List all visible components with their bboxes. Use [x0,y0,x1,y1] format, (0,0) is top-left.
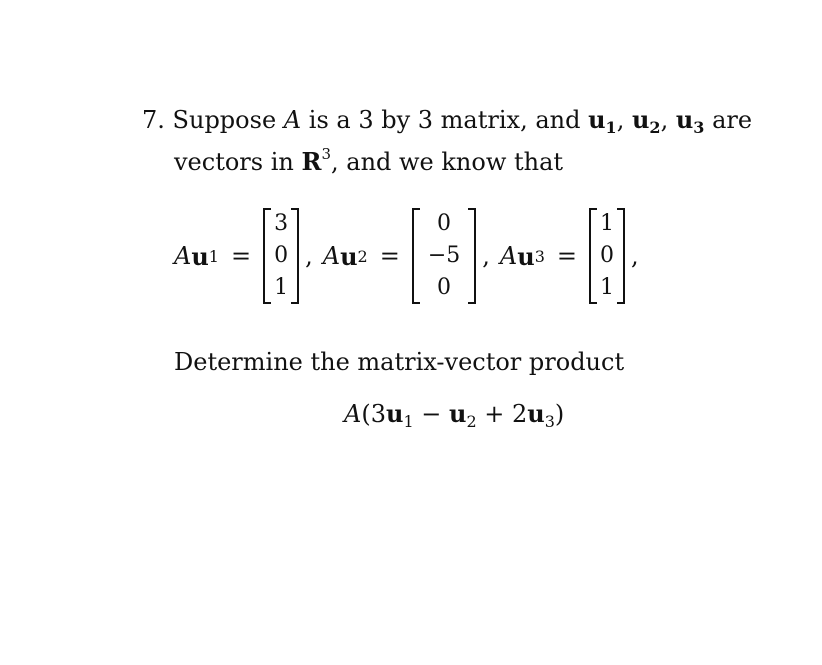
equals-sign: = [556,242,577,270]
target-expression: $A(3u_1 - u_2 + 2u_3)$ [344,399,565,431]
equals-sign: = [379,242,400,270]
word-suppose: Suppose [172,106,277,134]
vector-u3: $u_3$ [675,105,705,137]
vector-u1: $u_1$ [588,105,617,137]
left-bracket [263,208,271,304]
vector-entry: 0 [600,243,614,268]
separator-comma: , [482,242,490,270]
separator-comma: , [305,242,313,270]
right-bracket [291,208,299,304]
vector-entry: 1 [600,211,614,236]
column-vector-2 [412,208,476,304]
vector-entry: 0 [437,275,452,300]
separator-comma: , [631,242,639,270]
word-are: are [712,106,753,134]
vector-entry: 0 [274,243,289,268]
statement-line-1: 7. Suppose A is a 3 by 3 matrix, and $u_1$, $u_2$, $u_3$ are [142,105,753,137]
vector-entry: 1 [274,275,289,300]
right-bracket [468,208,476,304]
column-vector-1 [263,208,299,304]
left-bracket [412,208,420,304]
statement-text: is a 3 by 3 matrix, and [308,106,581,134]
real-space-symbol: R [301,147,322,176]
equals-sign: = [230,242,252,270]
equation-lhs-3: A u 3 [499,241,545,271]
left-bracket [589,208,597,304]
equation-lhs-1: A u 1 [174,241,219,271]
column-vector-3 [589,208,625,304]
vector-entry: 1 [600,275,614,300]
equation-lhs-2: A u 2 [322,241,368,271]
problem-statement [142,103,753,176]
right-bracket [617,208,625,304]
vector-entry: −5 [427,243,461,268]
vector-u2: $u_2$ [631,105,661,137]
matrix-symbol: A [283,106,302,134]
vector-entry: 3 [274,211,289,236]
problem-number: 7. [142,106,165,134]
statement-line-2: vectors in $R^3$, and we know that [174,145,564,176]
given-equations [174,206,649,306]
dimension-exponent: 3 [321,145,331,163]
vector-entry: 0 [437,211,452,236]
determine-instruction: Determine the matrix-vector product [174,348,625,376]
